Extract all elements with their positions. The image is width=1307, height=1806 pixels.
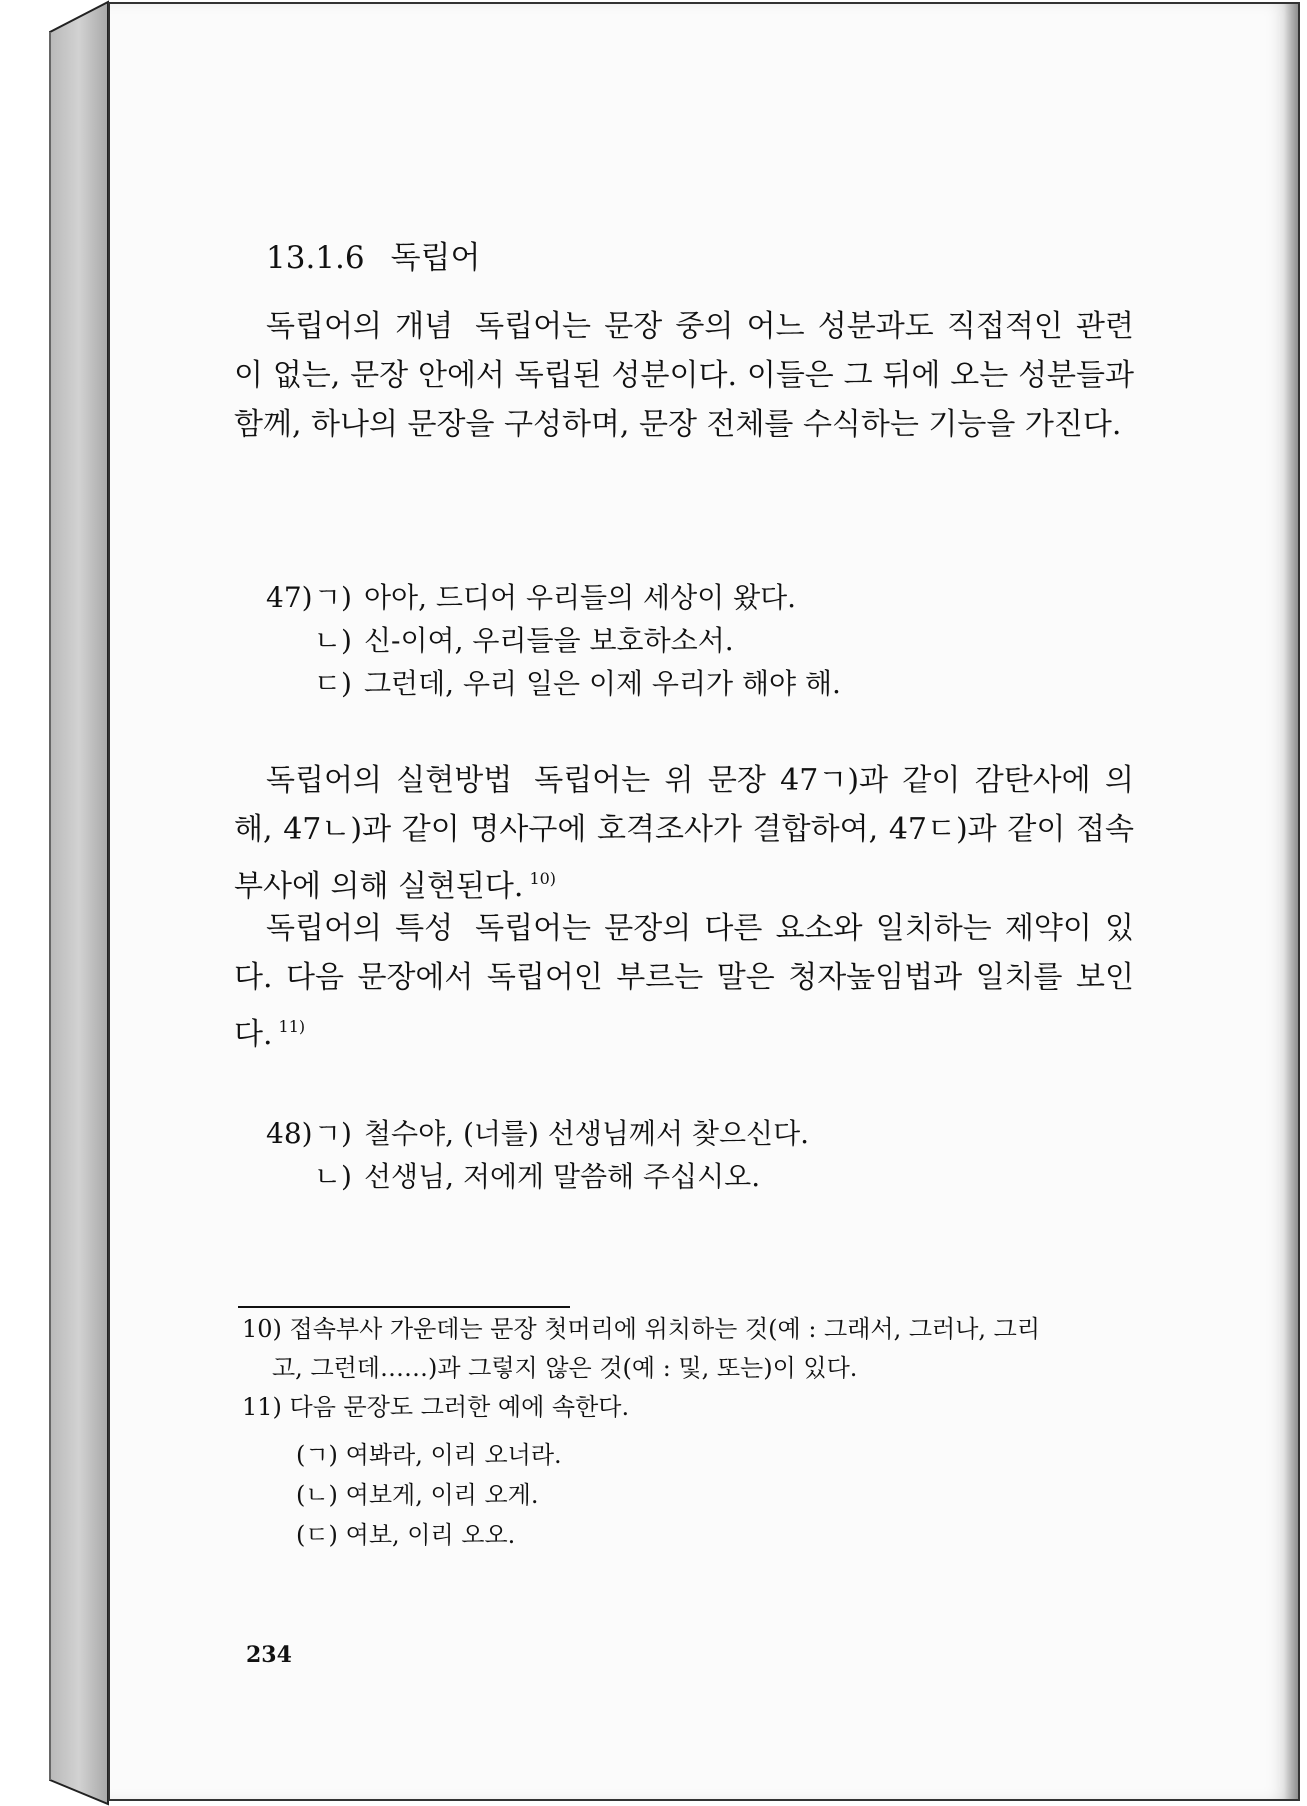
footnote-example-mark: (ㄴ) <box>296 1481 338 1509</box>
footnote-example-text: 여봐라, 이리 오너라. <box>345 1441 562 1469</box>
example-mark: ㄷ) <box>314 667 352 700</box>
example-text: 선생님, 저에게 말씀해 주십시오. <box>364 1160 761 1193</box>
paragraph-feature <box>234 904 1134 1059</box>
example-48 <box>266 1112 809 1198</box>
page-edge-shadow <box>1284 4 1298 1799</box>
footnote-10 <box>242 1310 1134 1388</box>
footnote-example-mark: (ㄱ) <box>296 1441 338 1469</box>
footnotes <box>242 1310 1134 1555</box>
book-page <box>108 2 1300 1801</box>
section-heading <box>266 232 480 277</box>
footnote-example-text: 여보, 이리 오오. <box>345 1521 516 1549</box>
footnote-line: 고, 그런데……)과 그렇지 않은 것(예 : 및, 또는)이 있다. <box>272 1354 858 1382</box>
footnote-line: 10) 접속부사 가운데는 문장 첫머리에 위치하는 것(예 : 그래서, 그러나, 그리 <box>242 1315 1041 1343</box>
footnote-line: 11) 다음 문장도 그러한 예에 속한다. <box>242 1393 630 1421</box>
footnote-11 <box>242 1388 1134 1555</box>
paragraph-lead: 독립어의 개념 <box>266 309 454 344</box>
example-mark: ㄴ) <box>314 1160 352 1193</box>
page-number: 234 <box>246 1642 292 1668</box>
example-mark: ㄴ) <box>314 624 352 657</box>
example-row <box>266 1155 809 1198</box>
example-text: 철수야, (너를) 선생님께서 찾으신다. <box>364 1117 810 1150</box>
example-row <box>266 1112 809 1155</box>
example-text: 그런데, 우리 일은 이제 우리가 해야 해. <box>364 667 841 700</box>
section-title: 독립어 <box>390 240 481 276</box>
footnote-divider <box>238 1306 570 1308</box>
example-row <box>266 576 841 619</box>
paragraph-text: 독립어는 위 문장 47ㄱ)과 같이 감탄사에 의해, 47ㄴ)과 같이 명사구에 호격조사가 결합하여, 47ㄷ)과 같이 접속부사에 의해 실현된다. <box>234 763 1134 904</box>
example-mark: ㄱ) <box>314 581 352 614</box>
footnote-example-text: 여보게, 이리 오게. <box>345 1481 539 1509</box>
paragraph-lead: 독립어의 특성 <box>266 911 454 946</box>
footnote-example <box>296 1515 1134 1555</box>
example-row <box>266 619 841 662</box>
example-number: 47) <box>266 581 313 614</box>
footnote-example-list <box>242 1435 1134 1555</box>
footnote-ref-10[interactable]: 10) <box>529 869 557 888</box>
example-row <box>266 662 841 705</box>
example-text: 신-이여, 우리들을 보호하소서. <box>364 624 734 657</box>
footnote-example-mark: (ㄷ) <box>296 1521 338 1549</box>
footnote-example <box>296 1475 1134 1515</box>
example-47 <box>266 576 841 705</box>
paragraph-text: 독립어는 문장의 다른 요소와 일치하는 제약이 있다. 다음 문장에서 독립어인 부르는 말은 청자높임법과 일치를 보인다. <box>234 911 1134 1052</box>
footnote-ref-11[interactable]: 11) <box>278 1017 306 1036</box>
example-number: 48) <box>266 1117 313 1150</box>
paragraph-concept <box>234 302 1134 449</box>
paragraph-method <box>234 756 1134 911</box>
section-number: 13.1.6 <box>266 240 365 276</box>
example-mark: ㄱ) <box>314 1117 352 1150</box>
example-text: 아아, 드디어 우리들의 세상이 왔다. <box>364 581 797 614</box>
paragraph-text: 독립어는 문장 중의 어느 성분과도 직접적인 관련이 없는, 문장 안에서 독립된 성분이다. 이들은 그 뒤에 오는 성분들과 함께, 하나의 문장을 구성하며, 문장 전체를 수식하는 기능을 가진다. <box>234 309 1134 442</box>
footnote-example <box>296 1435 1134 1475</box>
paragraph-lead: 독립어의 실현방법 <box>266 763 513 798</box>
book-spine <box>0 0 110 1806</box>
